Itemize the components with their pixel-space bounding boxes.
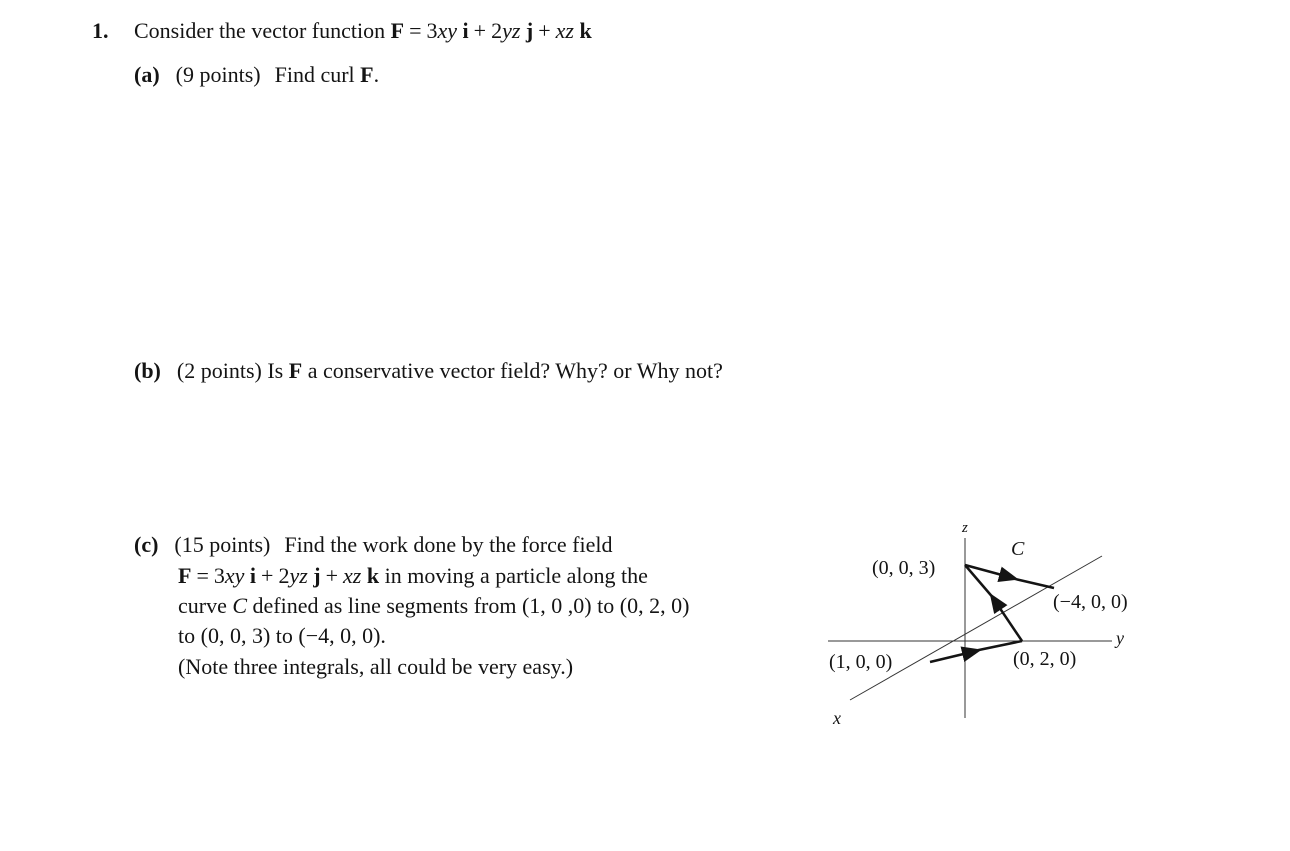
question-number: 1.: [92, 18, 109, 43]
part-c-text-1: Find the work done by the force field: [284, 532, 613, 557]
y-axis-label: y: [1116, 628, 1124, 648]
part-a-field: F: [360, 62, 374, 87]
segment-1: [930, 651, 976, 662]
plus-1: +: [473, 18, 487, 43]
c-plus-1: +: [261, 563, 274, 588]
point-label-1: (1, 0, 0): [829, 651, 893, 673]
unit-j: j: [525, 18, 534, 43]
curve-var: C: [232, 593, 248, 618]
part-c-line-1: [134, 530, 612, 560]
part-c-points: (15 points): [174, 532, 271, 557]
point-label-3: (0, 0, 3): [872, 557, 936, 579]
c-equals-sign: =: [196, 563, 209, 588]
question-intro: [134, 16, 592, 46]
part-c-text-3b: defined as line segments from (1, 0 ,0) to (0, 2, 0): [252, 593, 690, 618]
part-a-period: .: [373, 62, 380, 87]
unit-i: i: [462, 18, 469, 43]
c-unit-i: i: [249, 563, 257, 588]
var-2: yz: [502, 18, 521, 43]
part-b-text-1: Is: [267, 358, 284, 383]
part-b-label: (b): [134, 358, 161, 383]
curve-diagram: [800, 510, 1180, 740]
point-label-4: (−4, 0, 0): [1053, 591, 1128, 613]
c-coef-2: 2: [278, 563, 290, 588]
curve-label: C: [1011, 538, 1025, 560]
part-b-field: F: [288, 358, 303, 383]
part-b-points: (2 points): [176, 358, 262, 383]
c-var-2: yz: [289, 563, 308, 588]
part-a: [134, 60, 379, 90]
unit-k: k: [579, 18, 592, 43]
z-axis-label: z: [962, 520, 968, 536]
part-c-line-3: [178, 591, 689, 621]
part-a-points: (9 points): [175, 62, 261, 87]
c-var-1: xy: [224, 563, 245, 588]
part-c-line-4: to (0, 0, 3) to (−4, 0, 0).: [178, 623, 386, 648]
part-b: [134, 356, 723, 386]
part-c-note: (Note three integrals, all could be very easy.): [178, 654, 574, 679]
point-label-2: (0, 2, 0): [1013, 648, 1077, 670]
segment-3b: [1011, 578, 1054, 588]
plus-2: +: [538, 18, 551, 43]
part-a-label: (a): [134, 62, 160, 87]
c-unit-k: k: [366, 563, 380, 588]
c-var-3: xz: [343, 563, 362, 588]
coef-2: 2: [491, 18, 503, 43]
c-field-name: F: [178, 563, 192, 588]
equals-sign: =: [409, 18, 422, 43]
var-1: xy: [437, 18, 458, 43]
part-b-text-2: a conservative vector field? Why? or Why not?: [307, 358, 723, 383]
intro-text: Consider the vector function: [134, 18, 386, 43]
part-a-text: Find curl: [274, 62, 355, 87]
part-c-text-3a: curve: [178, 593, 227, 618]
part-c-text-2: in moving a particle along the: [384, 563, 648, 588]
c-unit-j: j: [313, 563, 321, 588]
x-axis-label: x: [833, 708, 841, 728]
var-3: xz: [555, 18, 574, 43]
part-c-line-2: [178, 561, 648, 591]
part-c-label: (c): [134, 532, 159, 557]
coef-1: 3: [426, 18, 438, 43]
c-coef-1: 3: [213, 563, 225, 588]
field-name: F: [390, 18, 405, 43]
c-plus-2: +: [325, 563, 339, 588]
